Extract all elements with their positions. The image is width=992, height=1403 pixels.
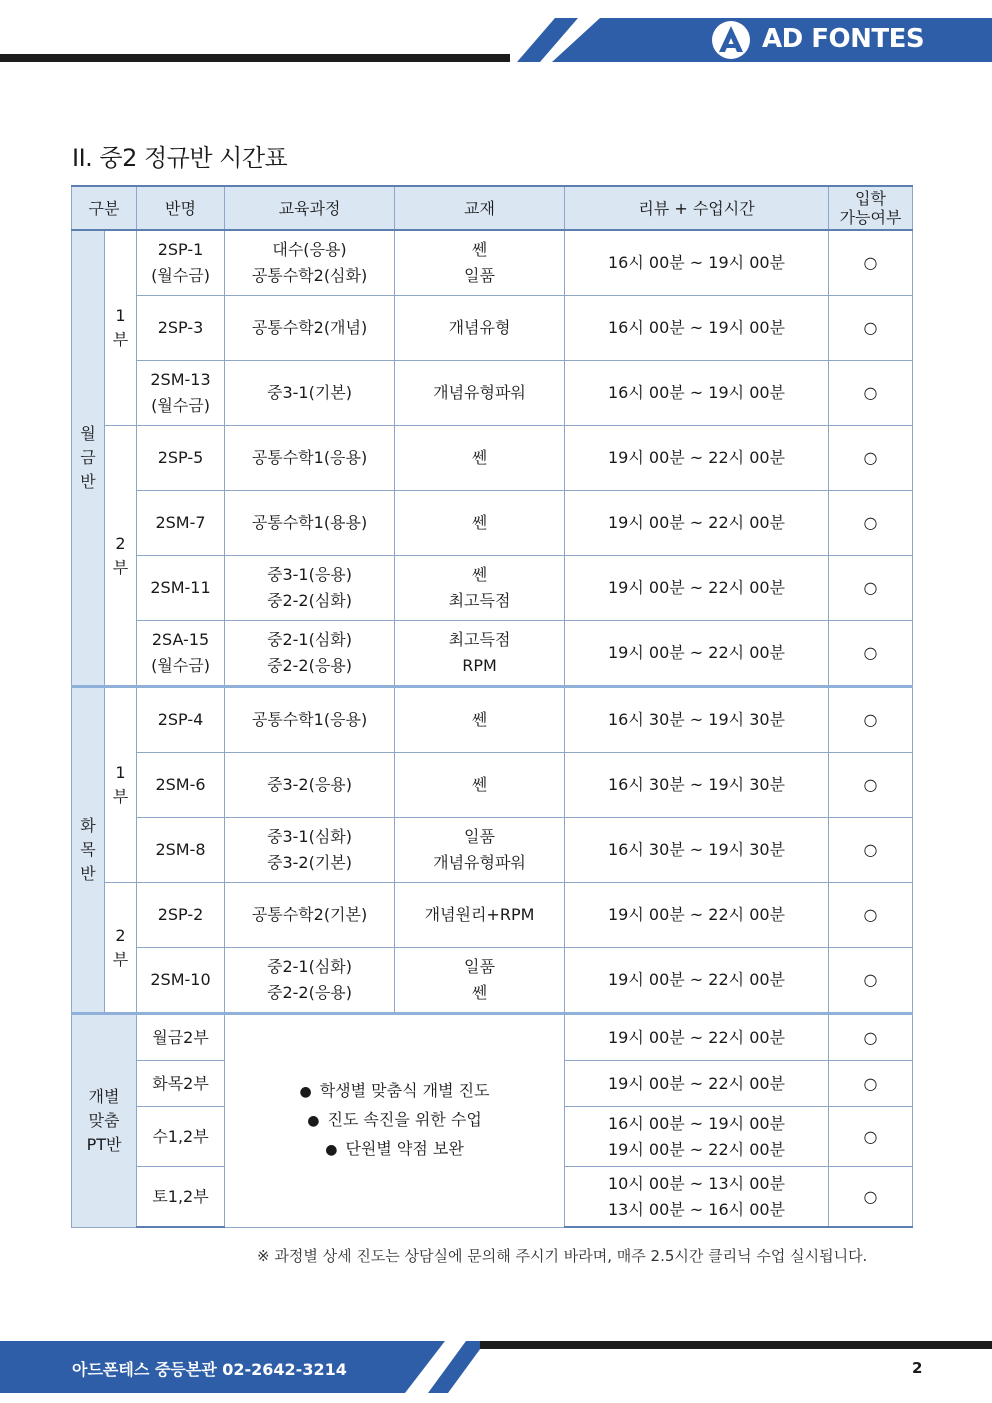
course: 대수(응용) 공통수학2(심화) (225, 230, 395, 296)
brand-name: AD FONTES (762, 24, 925, 54)
class-name: 2SP-5 (137, 426, 225, 491)
availability: ○ (829, 687, 913, 753)
textbook: 쎈 (395, 753, 565, 818)
table-row (72, 621, 913, 687)
table-header-row (72, 186, 913, 230)
table-row (72, 687, 913, 753)
availability: ○ (829, 296, 913, 361)
course: 중3-1(심화) 중3-2(기본) (225, 818, 395, 883)
table-row (72, 361, 913, 426)
class-time: 16시 00분 ~ 19시 00분 19시 00분 ~ 22시 00분 (565, 1107, 829, 1167)
table-row (72, 491, 913, 556)
course: 중3-2(응용) (225, 753, 395, 818)
table-row (72, 556, 913, 621)
textbook: 쎈 일품 (395, 230, 565, 296)
course: 공통수학2(기본) (225, 883, 395, 948)
availability: ○ (829, 556, 913, 621)
textbook: 개념유형 (395, 296, 565, 361)
availability: ○ (829, 883, 913, 948)
textbook: 개념원리+RPM (395, 883, 565, 948)
textbook: 일품 개념유형파워 (395, 818, 565, 883)
class-name: 2SM-8 (137, 818, 225, 883)
page-number: 2 (912, 1359, 923, 1377)
class-time: 19시 00분 ~ 22시 00분 (565, 556, 829, 621)
class-name: 2SP-1 (월수금) (137, 230, 225, 296)
class-name: 수1,2부 (137, 1107, 225, 1167)
bullet-dot-icon: ● (325, 1142, 338, 1159)
class-name: 2SM-13 (월수금) (137, 361, 225, 426)
header-time: 리뷰 + 수업시간 (565, 186, 829, 230)
class-time: 19시 00분 ~ 22시 00분 (565, 883, 829, 948)
course: 중2-1(심화) 중2-2(응용) (225, 621, 395, 687)
class-time: 16시 30분 ~ 19시 30분 (565, 753, 829, 818)
page-title: II. 중2 정규반 시간표 (72, 144, 288, 172)
availability: ○ (829, 753, 913, 818)
header-category: 구분 (72, 186, 137, 230)
availability: ○ (829, 426, 913, 491)
availability: ○ (829, 1014, 913, 1061)
group-label: 월 금 반 (72, 230, 105, 687)
class-time: 16시 00분 ~ 19시 00분 (565, 361, 829, 426)
group-label: 개별 맞춤 PT반 (72, 1014, 137, 1228)
footnote: ※ 과정별 상세 진도는 상담실에 문의해 주시기 바라며, 매주 2.5시간 클리닉 수업 실시됩니다. (257, 1247, 868, 1265)
part-label: 1 부 (105, 230, 137, 426)
class-time: 19시 00분 ~ 22시 00분 (565, 426, 829, 491)
class-name: 2SM-11 (137, 556, 225, 621)
schedule-table (71, 185, 913, 1228)
footer-contact: 아드폰테스 중등본관 02-2642-3214 (72, 1360, 347, 1379)
course: 중3-1(응용) 중2-2(심화) (225, 556, 395, 621)
availability: ○ (829, 361, 913, 426)
ad-fontes-logo-icon (712, 21, 750, 59)
textbook: 쎈 (395, 687, 565, 753)
table-row (72, 230, 913, 296)
availability: ○ (829, 818, 913, 883)
table-row (72, 818, 913, 883)
header-availability: 입학 가능여부 (829, 186, 913, 230)
table-row (72, 426, 913, 491)
class-time: 19시 00분 ~ 22시 00분 (565, 1061, 829, 1107)
class-name: 2SP-2 (137, 883, 225, 948)
part-label: 2 부 (105, 426, 137, 687)
availability: ○ (829, 948, 913, 1014)
class-time: 19시 00분 ~ 22시 00분 (565, 948, 829, 1014)
course: 공통수학1(응용) (225, 687, 395, 753)
bullet-dot-icon: ● (299, 1084, 312, 1101)
header-book: 교재 (395, 186, 565, 230)
class-name: 2SM-7 (137, 491, 225, 556)
class-name: 월금2부 (137, 1014, 225, 1061)
class-time: 16시 00분 ~ 19시 00분 (565, 296, 829, 361)
class-name: 2SA-15 (월수금) (137, 621, 225, 687)
availability: ○ (829, 621, 913, 687)
availability: ○ (829, 491, 913, 556)
textbook: 일품 쎈 (395, 948, 565, 1014)
class-name: 2SM-10 (137, 948, 225, 1014)
table-row (72, 753, 913, 818)
part-label: 2 부 (105, 883, 137, 1014)
class-time: 16시 00분 ~ 19시 00분 (565, 230, 829, 296)
header-class: 반명 (137, 186, 225, 230)
course: 중2-1(심화) 중2-2(응용) (225, 948, 395, 1014)
textbook: 쎈 최고득점 (395, 556, 565, 621)
course: 공통수학1(응용) (225, 426, 395, 491)
bullet-item: ● 단원별 약점 보완 (325, 1139, 464, 1159)
textbook: 쎈 (395, 491, 565, 556)
class-name: 2SM-6 (137, 753, 225, 818)
class-time: 16시 30분 ~ 19시 30분 (565, 687, 829, 753)
textbook: 최고득점 RPM (395, 621, 565, 687)
availability: ○ (829, 1061, 913, 1107)
course: 공통수학1(용용) (225, 491, 395, 556)
group-label: 화 목 반 (72, 687, 105, 1014)
class-time: 19시 00분 ~ 22시 00분 (565, 1014, 829, 1061)
class-name: 2SP-4 (137, 687, 225, 753)
table-row (72, 1014, 913, 1061)
class-name: 화목2부 (137, 1061, 225, 1107)
table-row (72, 883, 913, 948)
availability: ○ (829, 230, 913, 296)
availability: ○ (829, 1107, 913, 1167)
class-time: 19시 00분 ~ 22시 00분 (565, 621, 829, 687)
bullet-item: ● 진도 속진을 위한 수업 (307, 1110, 482, 1130)
table-row (72, 296, 913, 361)
table-row (72, 948, 913, 1014)
bullet-dot-icon: ● (307, 1113, 320, 1130)
bullet-item: ● 학생별 맞춤식 개별 진도 (299, 1081, 490, 1101)
header-course: 교육과정 (225, 186, 395, 230)
part-label: 1 부 (105, 687, 137, 883)
class-name: 토1,2부 (137, 1167, 225, 1228)
course: 중3-1(기본) (225, 361, 395, 426)
textbook: 개념유형파워 (395, 361, 565, 426)
class-time: 19시 00분 ~ 22시 00분 (565, 491, 829, 556)
availability: ○ (829, 1167, 913, 1228)
course: 공통수학2(개념) (225, 296, 395, 361)
textbook: 쎈 (395, 426, 565, 491)
pt-description (225, 1014, 565, 1228)
class-time: 16시 30분 ~ 19시 30분 (565, 818, 829, 883)
class-name: 2SP-3 (137, 296, 225, 361)
class-time: 10시 00분 ~ 13시 00분 13시 00분 ~ 16시 00분 (565, 1167, 829, 1228)
